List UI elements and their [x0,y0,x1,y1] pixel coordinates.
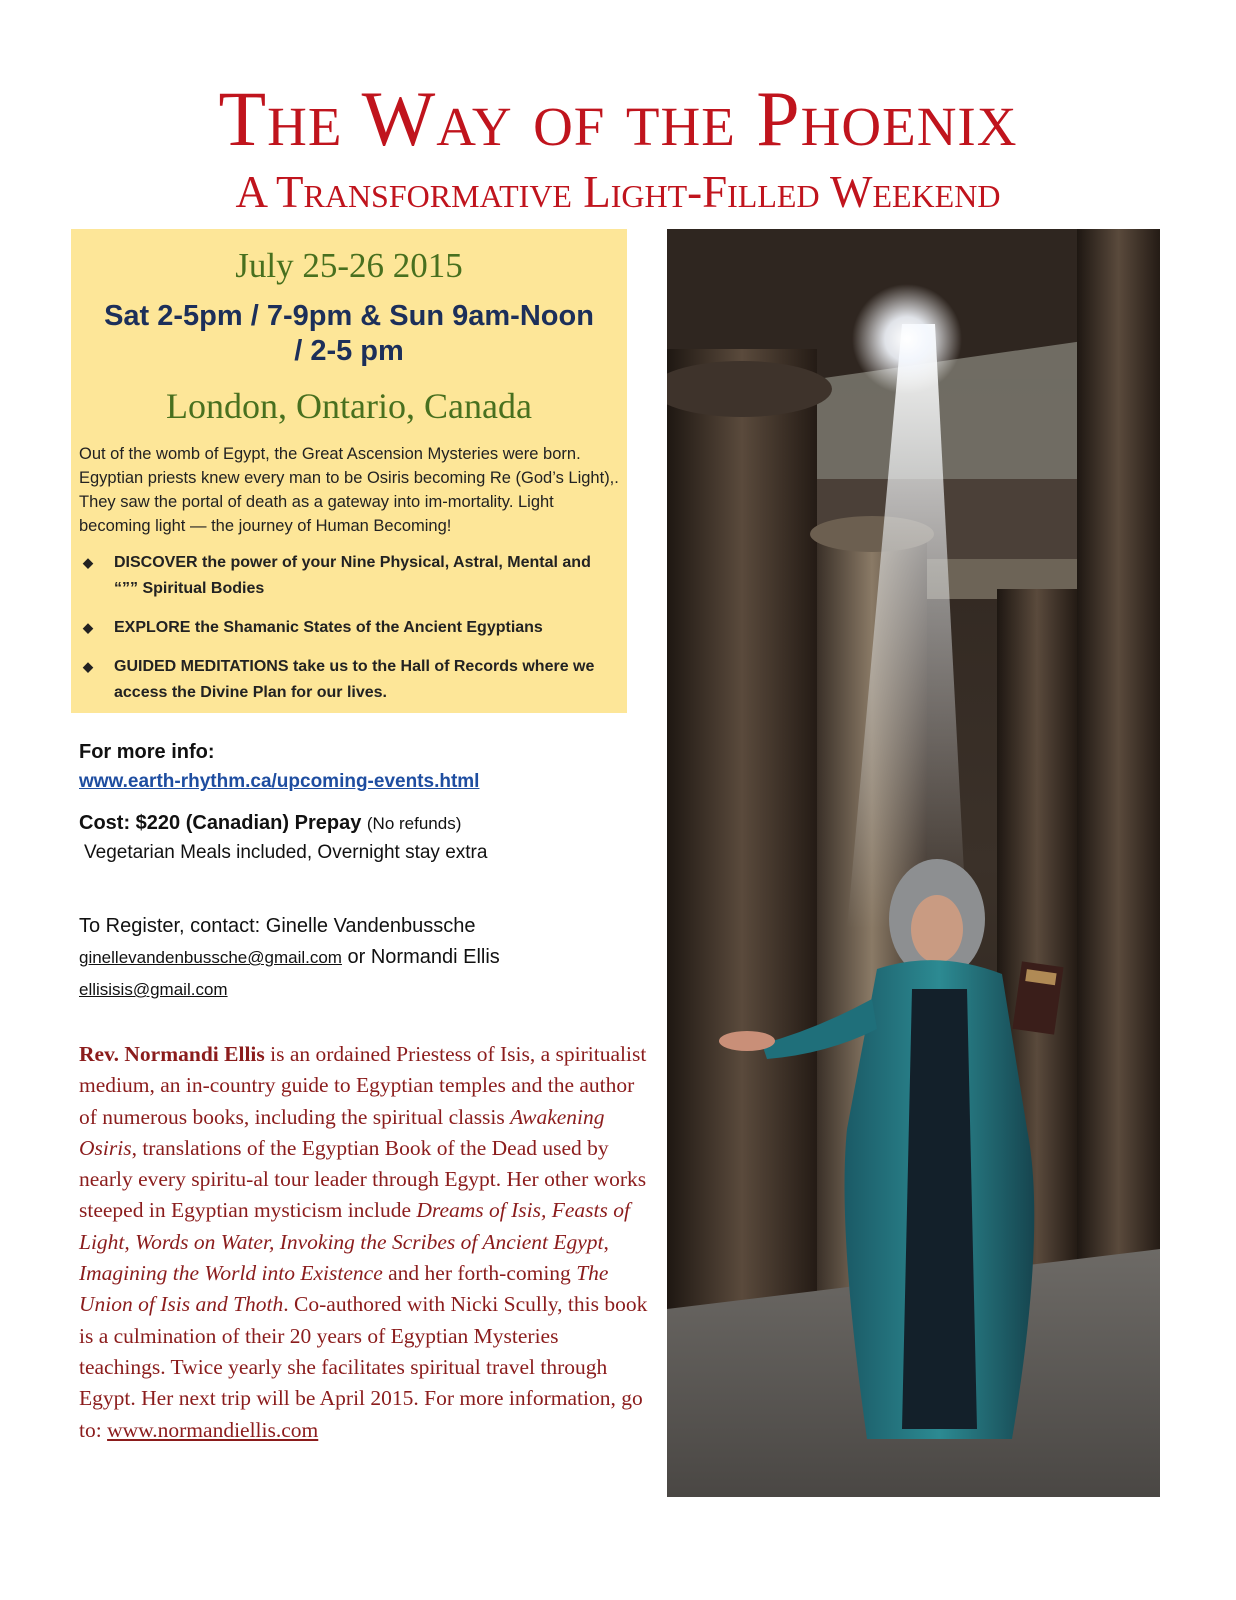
normandi-email-link[interactable]: ellisisis@gmail.com [79,980,228,999]
event-intro: Out of the womb of Egypt, the Great Ascension Mysteries were born. Egyptian priests knew every man to be Osiris becoming Re (God’s Light),. They saw the portal of death as a gateway into im-mortality. Light becoming light — the journey of Human Becoming! [79,445,619,536]
book-title: Dreams of Isis, Feasts of Light, Words on Water, Invoking the Scribes of Ancient Egypt [79,1198,630,1254]
event-location: London, Ontario, Canada [166,385,532,426]
temple-photo [667,229,1160,1497]
book-title: The Union of Isis and Thoth [79,1261,609,1317]
bio-text: , [603,1229,609,1254]
normandi-website-link[interactable]: www.normandiellis.com [107,1417,319,1442]
diamond-bullet-icon: ◆ [83,659,93,675]
highlight-text: DISCOVER the power of your Nine Physical, Astral, Mental and “”” Spiritual Bodies [114,554,591,598]
diamond-bullet-icon: ◆ [83,555,93,571]
bio-text: is an ordained Priestess of Isis, a spiritualist medium, an in-country guide to Egyptian temples and the author of numerous books, including the spiritual classis [79,1042,647,1129]
highlight-text: EXPLORE the Shamanic States of the Ancient Egyptians [114,619,543,637]
event-highlights [79,550,619,706]
bio-paragraph [79,1039,649,1446]
ginelle-email-link[interactable]: ginellevandenbussche@gmail.com [79,948,342,967]
diamond-bullet-icon: ◆ [83,620,93,636]
event-date: July 25-26 2015 [235,246,463,285]
register-line: To Register, contact: Ginelle Vandenbussche [79,915,476,937]
bio-name: Rev. Normandi Ellis [79,1042,265,1066]
event-info-box [71,229,627,713]
highlight-text: GUIDED MEDITATIONS take us to the Hall of Records where we access the Divine Plan for our lives. [114,658,595,702]
more-info-label: For more info: [79,741,215,763]
bio-text: and her forth-coming [382,1261,577,1286]
cost-line [79,812,461,835]
page-subtitle: A Transformative Light-Filled Weekend [235,167,1001,217]
highlight-item [79,615,619,641]
events-link[interactable]: www.earth-rhythm.ca/upcoming-events.html [79,771,480,792]
bio-text: . Co-authored with Nicki Scully, this book is a culmination of their 20 years of Egyptian Mysteries teachings. Twice yearly she facilitates spiritual travel through Egypt. Her next trip will be April 2015. For more information, go to: [79,1292,648,1442]
email-line [79,946,500,969]
book-title: Awakening Osiris [79,1104,605,1160]
cost-note: (No refunds) [366,814,462,833]
meals-note: Vegetarian Meals included, Overnight stay extra [84,842,488,863]
cost-text: Cost: $220 (Canadian) Prepay [79,812,362,834]
or-text: or Normandi Ellis [341,946,500,968]
highlight-item [79,550,619,602]
highlight-item [79,654,619,706]
event-times: Sat 2-5pm / 7-9pm & Sun 9am-Noon / 2-5 pm [104,300,594,367]
page-title: The Way of the Phoenix [218,75,1018,162]
bio-text: , translations of the Egyptian Book of the Dead used by nearly every spiritu-al tour leader through Egypt. Her other works steeped in Egyptian mysticism include [79,1135,647,1223]
book-title: Imagining the World into Existence [79,1261,383,1286]
temple-illustration [667,229,1160,1497]
